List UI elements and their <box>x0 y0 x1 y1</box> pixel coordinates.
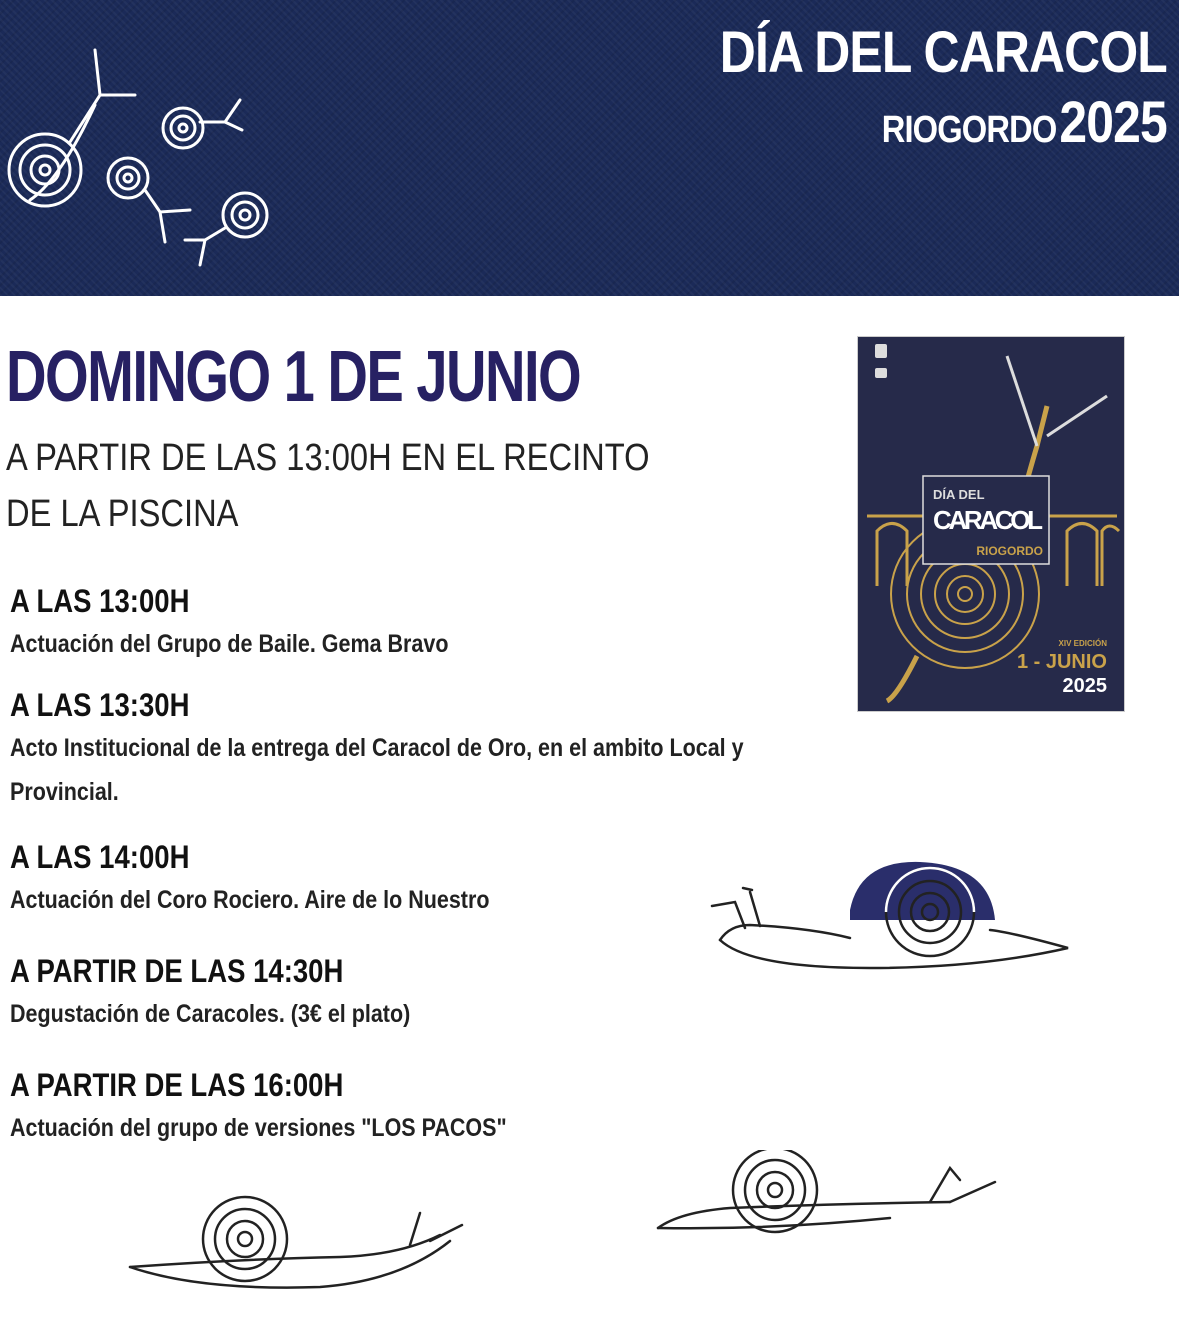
title-place-year <box>720 88 1167 173</box>
poster-edition: XIV EDICIÓN <box>1058 639 1107 648</box>
poster-place: RIOGORDO <box>976 544 1043 558</box>
event-time: A LAS 13:30H <box>10 687 190 723</box>
snails-illustration-icon <box>0 30 300 280</box>
event-description: Actuación del grupo de versiones "LOS PACOS" <box>10 1114 507 1142</box>
poster-date: 1 - JUNIO <box>1016 651 1107 673</box>
event-title: DÍA DEL CARACOL <box>719 20 1167 85</box>
schedule-item <box>10 684 870 814</box>
header-title <box>647 18 1167 173</box>
snail-bottom-right-icon <box>650 1150 1000 1240</box>
event-time: A PARTIR DE LAS 16:00H <box>10 1067 344 1103</box>
header-banner <box>0 0 1179 296</box>
schedule-item <box>10 580 870 666</box>
event-time: A LAS 13:00H <box>10 583 190 619</box>
title-year: 2025 <box>1059 90 1167 155</box>
poster-title-line1: DÍA DEL <box>933 487 985 502</box>
event-time: A PARTIR DE LAS 14:30H <box>10 953 344 989</box>
poster-title-line2: CARACOL <box>933 505 1043 535</box>
event-date: DOMINGO 1 DE JUNIO <box>6 337 581 417</box>
schedule-item <box>10 1064 870 1150</box>
event-description: Degustación de Caracoles. (3€ el plato) <box>10 1000 411 1028</box>
snail-right-icon <box>690 850 1080 980</box>
event-time: A LAS 14:00H <box>10 839 190 875</box>
subtitle-line2: DE LA PISCINA <box>6 493 239 535</box>
snail-bottom-left-icon <box>120 1195 470 1295</box>
subtitle-line1: A PARTIR DE LAS 13:00H EN EL RECINTO <box>6 437 650 479</box>
event-description: Actuación del Grupo de Baile. Gema Bravo <box>10 630 449 658</box>
event-poster <box>857 336 1125 712</box>
title-place: RIOGORDO <box>881 109 1057 151</box>
event-description: Acto Institucional de la entrega del Caracol de Oro, en el ambito Local y Provincial. <box>10 734 744 806</box>
event-location <box>6 430 677 542</box>
event-description: Actuación del Coro Rociero. Aire de lo Nuestro <box>10 886 490 914</box>
poster-year: 2025 <box>1062 675 1107 697</box>
